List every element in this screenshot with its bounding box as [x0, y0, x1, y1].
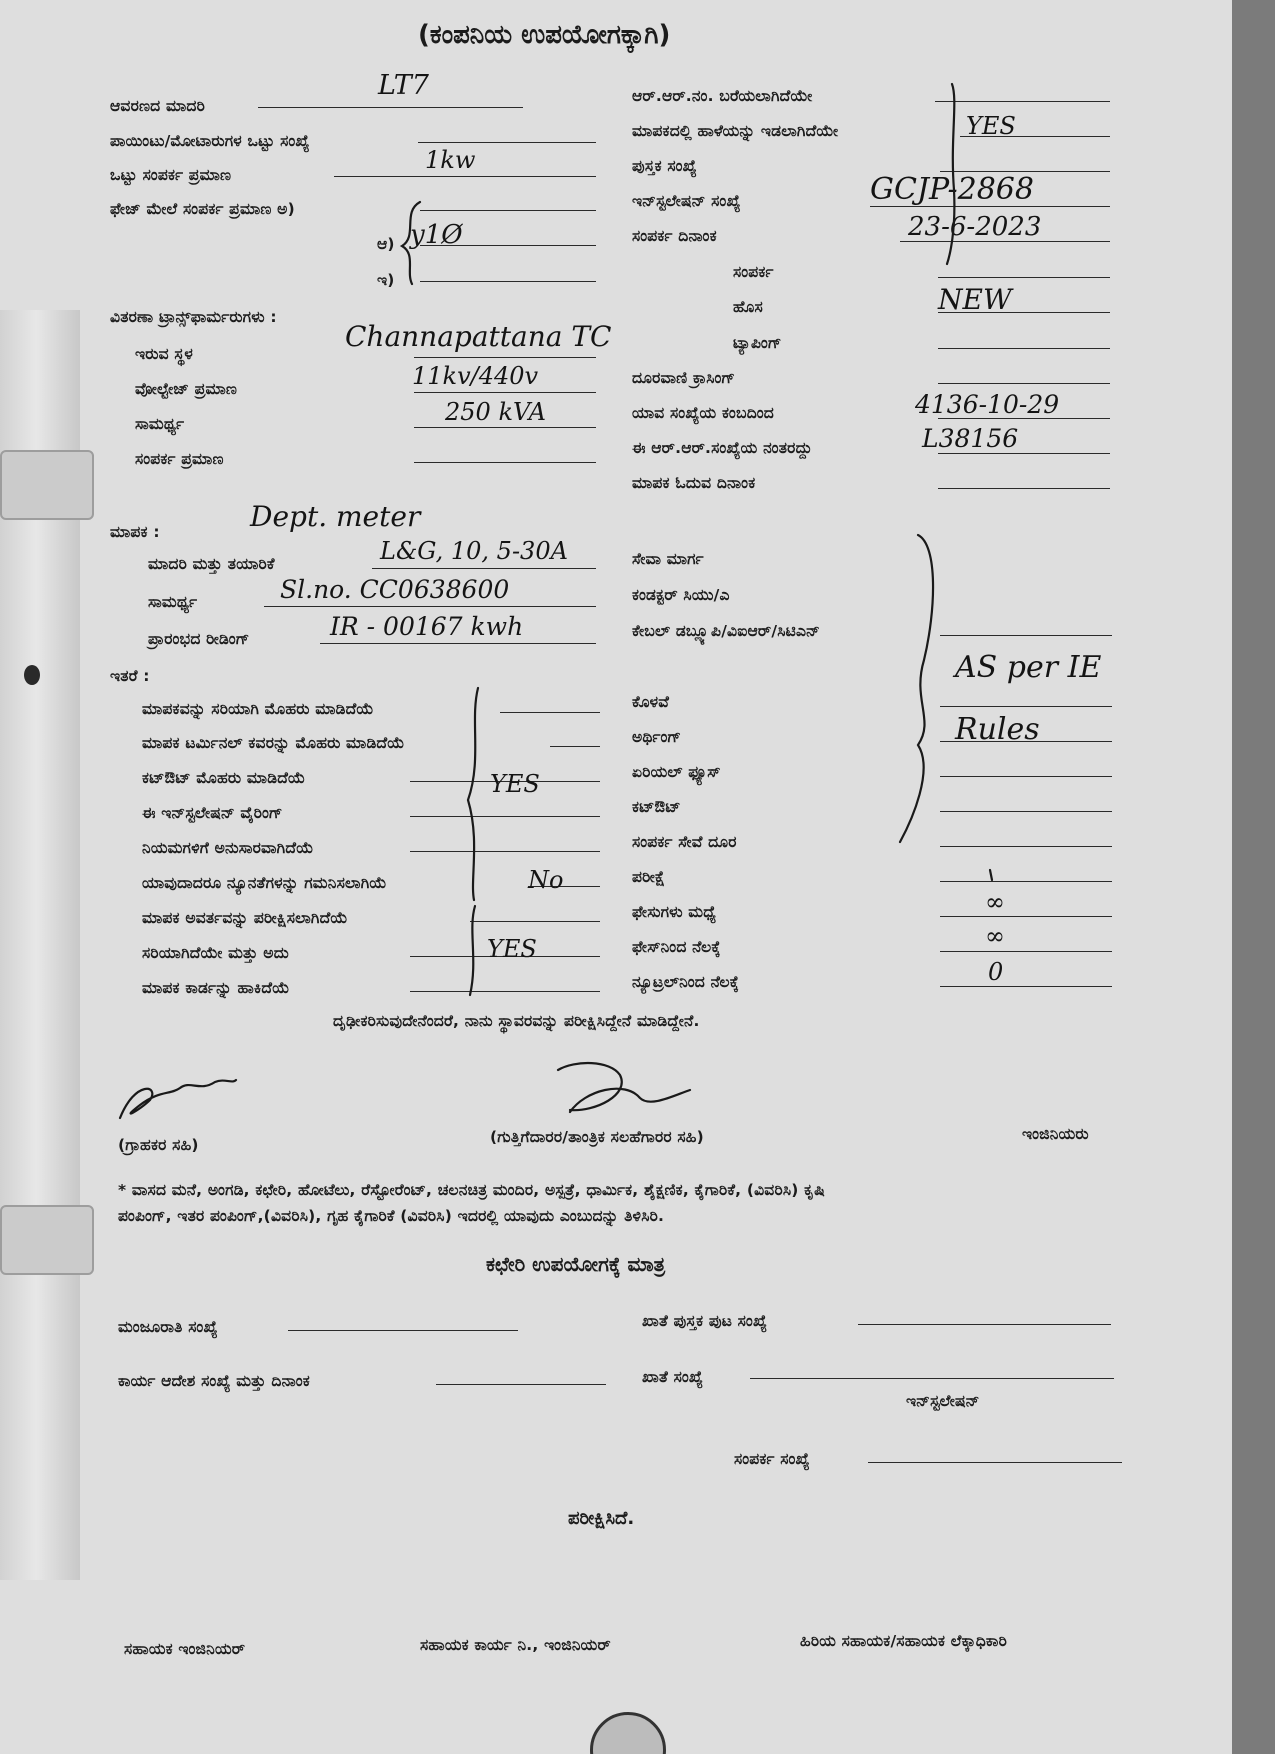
- label-reading-date: ಮಾಪಕ ಓದುವ ದಿನಾಂಕ: [632, 474, 756, 492]
- label-neutral-earth: ನ್ಯೂಟ್ರಲ್‌ನಿಂದ ನೆಲಕ್ಕೆ: [632, 973, 740, 991]
- test-tick: [990, 870, 992, 880]
- hw-check-yes: YES: [487, 935, 537, 963]
- label-tapping: ಟ್ಯಾಪಿಂಗ್: [733, 334, 782, 352]
- contractor-signature-label: (ಗುತ್ತಿಗೆದಾರರ/ತಾಂತ್ರಿಕ ಸಲಹೆಗಾರರ ಸಹಿ): [490, 1128, 704, 1146]
- phase-brace: [402, 202, 420, 284]
- label-connection-date: ಸಂಪರ್ಕ ದಿನಾಂಕ: [632, 227, 717, 245]
- hw-seal-yes: YES: [490, 770, 540, 798]
- check-bracket: [947, 84, 954, 264]
- label-location: ಇರುವ ಸ್ಥಳ: [135, 345, 193, 363]
- hw-resistance-phases: ∞: [985, 888, 1005, 916]
- label-telephone-crossing: ದೂರವಾಣಿ ಕ್ರಾಸಿಂಗ್: [632, 369, 736, 387]
- others-item: ಮಾಪಕ ಕಾರ್ಡನ್ನು ಹಾಕಿದೆಯೆ: [142, 979, 290, 997]
- customer-signature-label: (ಗ್ರಾಹಕರ ಸಹಿ): [118, 1136, 199, 1154]
- label-installation-no: ಇನ್‌ಸ್ಟಲೇಷನ್ ಸಂಖ್ಯೆ: [632, 192, 741, 210]
- label-book-no: ಪುಸ್ತಕ ಸಂಖ್ಯೆ: [632, 157, 697, 175]
- others-item: ಮಾಪಕವನ್ನು ಸರಿಯಾಗಿ ಮೊಹರು ಮಾಡಿದೆಯೆ: [142, 700, 374, 718]
- footer-accounts: ಹಿರಿಯ ಸಹಾಯಕ/ಸಹಾಯಕ ಲೆಕ್ಕಾಧಿಕಾರಿ: [800, 1632, 1007, 1650]
- label-sampark: ಸಂಪರ್ಕ: [733, 263, 774, 281]
- hw-as-per: AS per IE: [955, 650, 1102, 685]
- label-work-order: ಕಾರ್ಯ ಆದೇಶ ಸಂಖ್ಯೆ ಮತ್ತು ದಿನಾಂಕ: [118, 1372, 310, 1390]
- footer-ae: ಸಹಾಯಕ ಇಂಜಿನಿಯರ್: [124, 1640, 246, 1658]
- hw-meter: Dept. meter: [250, 500, 421, 533]
- hw-connection-date: 23-6-2023: [908, 212, 1042, 242]
- hw-pole: 4136-10-29: [915, 390, 1060, 419]
- label-voltage: ವೋಲ್ಟೇಜ್ ಪ್ರಮಾಣ: [135, 380, 238, 398]
- others-item: ಈ ಇನ್‌ಸ್ಟಲೇಷನ್ ವೈರಿಂಗ್: [142, 804, 283, 822]
- others-item: ಸರಿಯಾಗಿದೆಯೇ ಮತ್ತು ಅದು: [142, 944, 289, 962]
- label-phase-c: ಇ): [377, 271, 395, 289]
- label-cutout: ಕಟ್‌ಔಟ್: [632, 798, 681, 816]
- label-phase-load: ಫೇಜ್ ಮೇಲೆ ಸಂಪರ್ಕ ಪ್ರಮಾಣ ಅ): [110, 200, 295, 218]
- field-work-order[interactable]: [436, 1384, 606, 1385]
- label-service-route: ಸೇವಾ ಮಾರ್ಗ: [632, 550, 704, 568]
- label-sanction-no: ಮಂಜೂರಾತಿ ಸಂಖ್ಯೆ: [118, 1318, 218, 1336]
- service-brace: [900, 535, 933, 842]
- hw-new: NEW: [938, 283, 1012, 316]
- label-conductor: ಕಂಡಕ್ಟರ್ ಸಿಯು/ಎ: [632, 586, 730, 604]
- label-cover-type: ಆವರಣದ ಮಾದರಿ: [110, 97, 205, 115]
- label-capacity: ಸಾಮರ್ಥ್ಯ: [135, 415, 185, 433]
- label-book-entry: ಮಾಪಕದಲ್ಲಿ ಹಾಳೆಯನ್ನು ಇಡಲಾಗಿದೆಯೇ: [632, 122, 839, 140]
- customer-signature: [120, 1080, 236, 1118]
- page-title: (ಕಂಪನಿಯ ಉಪಯೋಗಕ್ಕಾಗಿ): [418, 20, 671, 50]
- hw-rules: Rules: [955, 712, 1040, 747]
- label-total-load: ಒಟ್ಟು ಸಂಪರ್ಕ ಪ್ರಮಾಣ: [110, 166, 232, 184]
- label-phase-b: ಆ): [377, 235, 395, 253]
- hw-phase-b: y1Ø: [410, 220, 463, 250]
- label-test: ಪರೀಕ್ಷೆ: [632, 868, 666, 886]
- hw-voltage: 11kv/440v: [412, 362, 539, 390]
- certification-text: ದೃಢೀಕರಿಸುವುದೇನೆಂದರೆ, ನಾನು ಸ್ಥಾವರವನ್ನು ಪರೀಕ್ಷಿಸಿದ್ದೇನೆ ಮಾಡಿದ್ದೇನೆ.: [333, 1012, 700, 1030]
- hw-resistance-neutral-earth: 0: [988, 958, 1004, 986]
- field-connection-no[interactable]: [868, 1462, 1122, 1463]
- hw-resistance-phase-earth: ∞: [985, 922, 1005, 950]
- others-item: ಯಾವುದಾದರೂ ನ್ಯೂನತೆಗಳನ್ನು ಗಮನಿಸಲಾಗಿಯೆ: [142, 874, 387, 892]
- seal-bracket: [468, 688, 478, 900]
- note-line-2: ಪಂಪಿಂಗ್, ಇತರ ಪಂಪಿಂಗ್,(ವಿವರಿಸಿ), ಗೃಹ ಕೈಗಾರಿಕೆ (ವಿವರಿಸಿ) ಇದರಲ್ಲಿ ಯಾವುದು ಎಂಬುದನ್ನು ತಿಳಿಸಿರಿ.: [118, 1207, 665, 1225]
- label-connection-amount: ಸಂಪರ್ಕ ಪ್ರಮಾಣ: [135, 450, 224, 468]
- engineer-label: ಇಂಜಿನಿಯರು: [1022, 1125, 1089, 1143]
- label-phase-earth: ಫೇಸ್‌ನಿಂದ ನೆಲಕ್ಕೆ: [632, 938, 721, 956]
- label-connection-no: ಸಂಪರ್ಕ ಸಂಖ್ಯೆ: [734, 1450, 810, 1468]
- hw-model: L&G, 10, 5-30A: [380, 537, 568, 565]
- label-meter-capacity: ಸಾಮರ್ಥ್ಯ: [148, 593, 198, 611]
- label-service-distance: ಸಂಪರ್ಕ ಸೇವೆ ದೂರ: [632, 833, 737, 851]
- label-pole-no: ಯಾವ ಸಂಖ್ಯೆಯ ಕಂಬದಿಂದ: [632, 404, 774, 422]
- label-aerial-fuse: ಏರಿಯಲ್ ಫ್ಯೂಸ್: [632, 763, 721, 781]
- label-motors-total: ಪಾಯಿಂಟು/ಮೋಟಾರುಗಳ ಒಟ್ಟು ಸಂಖ್ಯೆ: [110, 132, 310, 150]
- contractor-signature: [558, 1063, 690, 1112]
- others-item: ಕಟ್‌ಔಟ್ ಮೊಹರು ಮಾಡಿದೆಯೆ: [142, 769, 306, 787]
- hw-reading: IR - 00167 kwh: [330, 612, 524, 641]
- label-rr-written: ಆರ್.ಆರ್.ನಂ. ಬರೆಯಲಾಗಿದೆಯೇ: [632, 87, 813, 105]
- field-account-no[interactable]: [750, 1378, 1114, 1379]
- hw-total-load: 1kw: [425, 146, 476, 174]
- label-after-rr: ಈ ಆರ್.ಆರ್.ಸಂಖ್ಯೆಯ ನಂತರದ್ದು: [632, 439, 813, 457]
- label-pipe: ಕೊಳವೆ: [632, 693, 670, 711]
- label-meter-model: ಮಾದರಿ ಮತ್ತು ತಯಾರಿಕೆ: [148, 555, 275, 573]
- label-new: ಹೊಸ: [733, 298, 763, 316]
- label-installation: ಇನ್‌ಸ್ಟಲೇಷನ್: [906, 1392, 980, 1410]
- hw-sheet-yes: YES: [966, 112, 1016, 140]
- hw-location: Channapattana TC: [345, 320, 612, 353]
- hw-installation-no: GCJP-2868: [870, 172, 1034, 207]
- label-ledger-page: ಖಾತೆ ಪುಸ್ತಕ ಪುಟ ಸಂಖ್ಯೆ: [642, 1312, 768, 1330]
- hw-cover-type: LT7: [378, 70, 429, 101]
- note-line-1: * ವಾಸದ ಮನೆ, ಅಂಗಡಿ, ಕಛೇರಿ, ಹೋಟೆಲು, ರೆಸ್ಟೋರೆಂಟ್, ಚಲನಚಿತ್ರ ಮಂದಿರ, ಅಸ್ಪತ್ರೆ, ಧಾರ್ಮಿಕ, ಶೈಕ್ಷಣಿಕ, ಕೈಗಾರಿಕೆ, (ವಿವರಿಸಿ) ಕೃಷಿ: [118, 1181, 825, 1199]
- field-ledger-page[interactable]: [858, 1324, 1111, 1325]
- others-item: ನಿಯಮಗಳಿಗೆ ಅನುಸಾರವಾಗಿದೆಯೆ: [142, 839, 314, 857]
- label-initial-reading: ಪ್ರಾರಂಭದ ರೀಡಿಂಗ್: [148, 630, 250, 648]
- others-heading: ಇತರೆ :: [110, 667, 150, 685]
- others-item: ಮಾಪಕ ಟರ್ಮಿನಲ್ ಕವರನ್ನು ಮೊಹರು ಮಾಡಿದೆಯೆ: [142, 734, 405, 752]
- label-account-no: ಖಾತೆ ಸಂಖ್ಯೆ: [642, 1368, 704, 1386]
- field-sanction-no[interactable]: [288, 1330, 518, 1331]
- office-heading: ಕಛೇರಿ ಉಪಯೋಗಕ್ಕೆ ಮಾತ್ರ: [486, 1252, 666, 1276]
- label-between-phases: ಫೇಸುಗಳು ಮಧ್ಯೆ: [632, 903, 717, 921]
- check-bracket-2: [470, 906, 475, 995]
- hw-deficiency: No: [528, 866, 564, 894]
- transformer-heading: ವಿತರಣಾ ಟ್ರಾನ್ಸ್‌ಫಾರ್ಮರುಗಳು :: [110, 308, 277, 326]
- others-item: ಮಾಪಕ ಅವರ್ತವನ್ನು ಪರೀಕ್ಷಿಸಲಾಗಿದೆಯೆ: [142, 909, 348, 927]
- label-earthing: ಅರ್ಥಿಂಗ್: [632, 728, 682, 746]
- hw-capacity: 250 kVA: [445, 398, 547, 426]
- meter-heading: ಮಾಪಕ :: [110, 523, 160, 541]
- hw-serial: Sl.no. CC0638600: [280, 575, 510, 604]
- label-cable: ಕೇಬಲ್ ಡಬ್ಲ್ಯೂಪಿ/ವಿಐಆರ್/ಸಿಟಿಎನ್: [632, 622, 820, 640]
- footer-aee: ಸಹಾಯಕ ಕಾರ್ಯ ನಿ., ಇಂಜಿನಿಯರ್: [420, 1636, 611, 1654]
- hw-after-rr: L38156: [922, 424, 1019, 453]
- verified-label: ಪರೀಕ್ಷಿಸಿದೆ.: [568, 1508, 635, 1529]
